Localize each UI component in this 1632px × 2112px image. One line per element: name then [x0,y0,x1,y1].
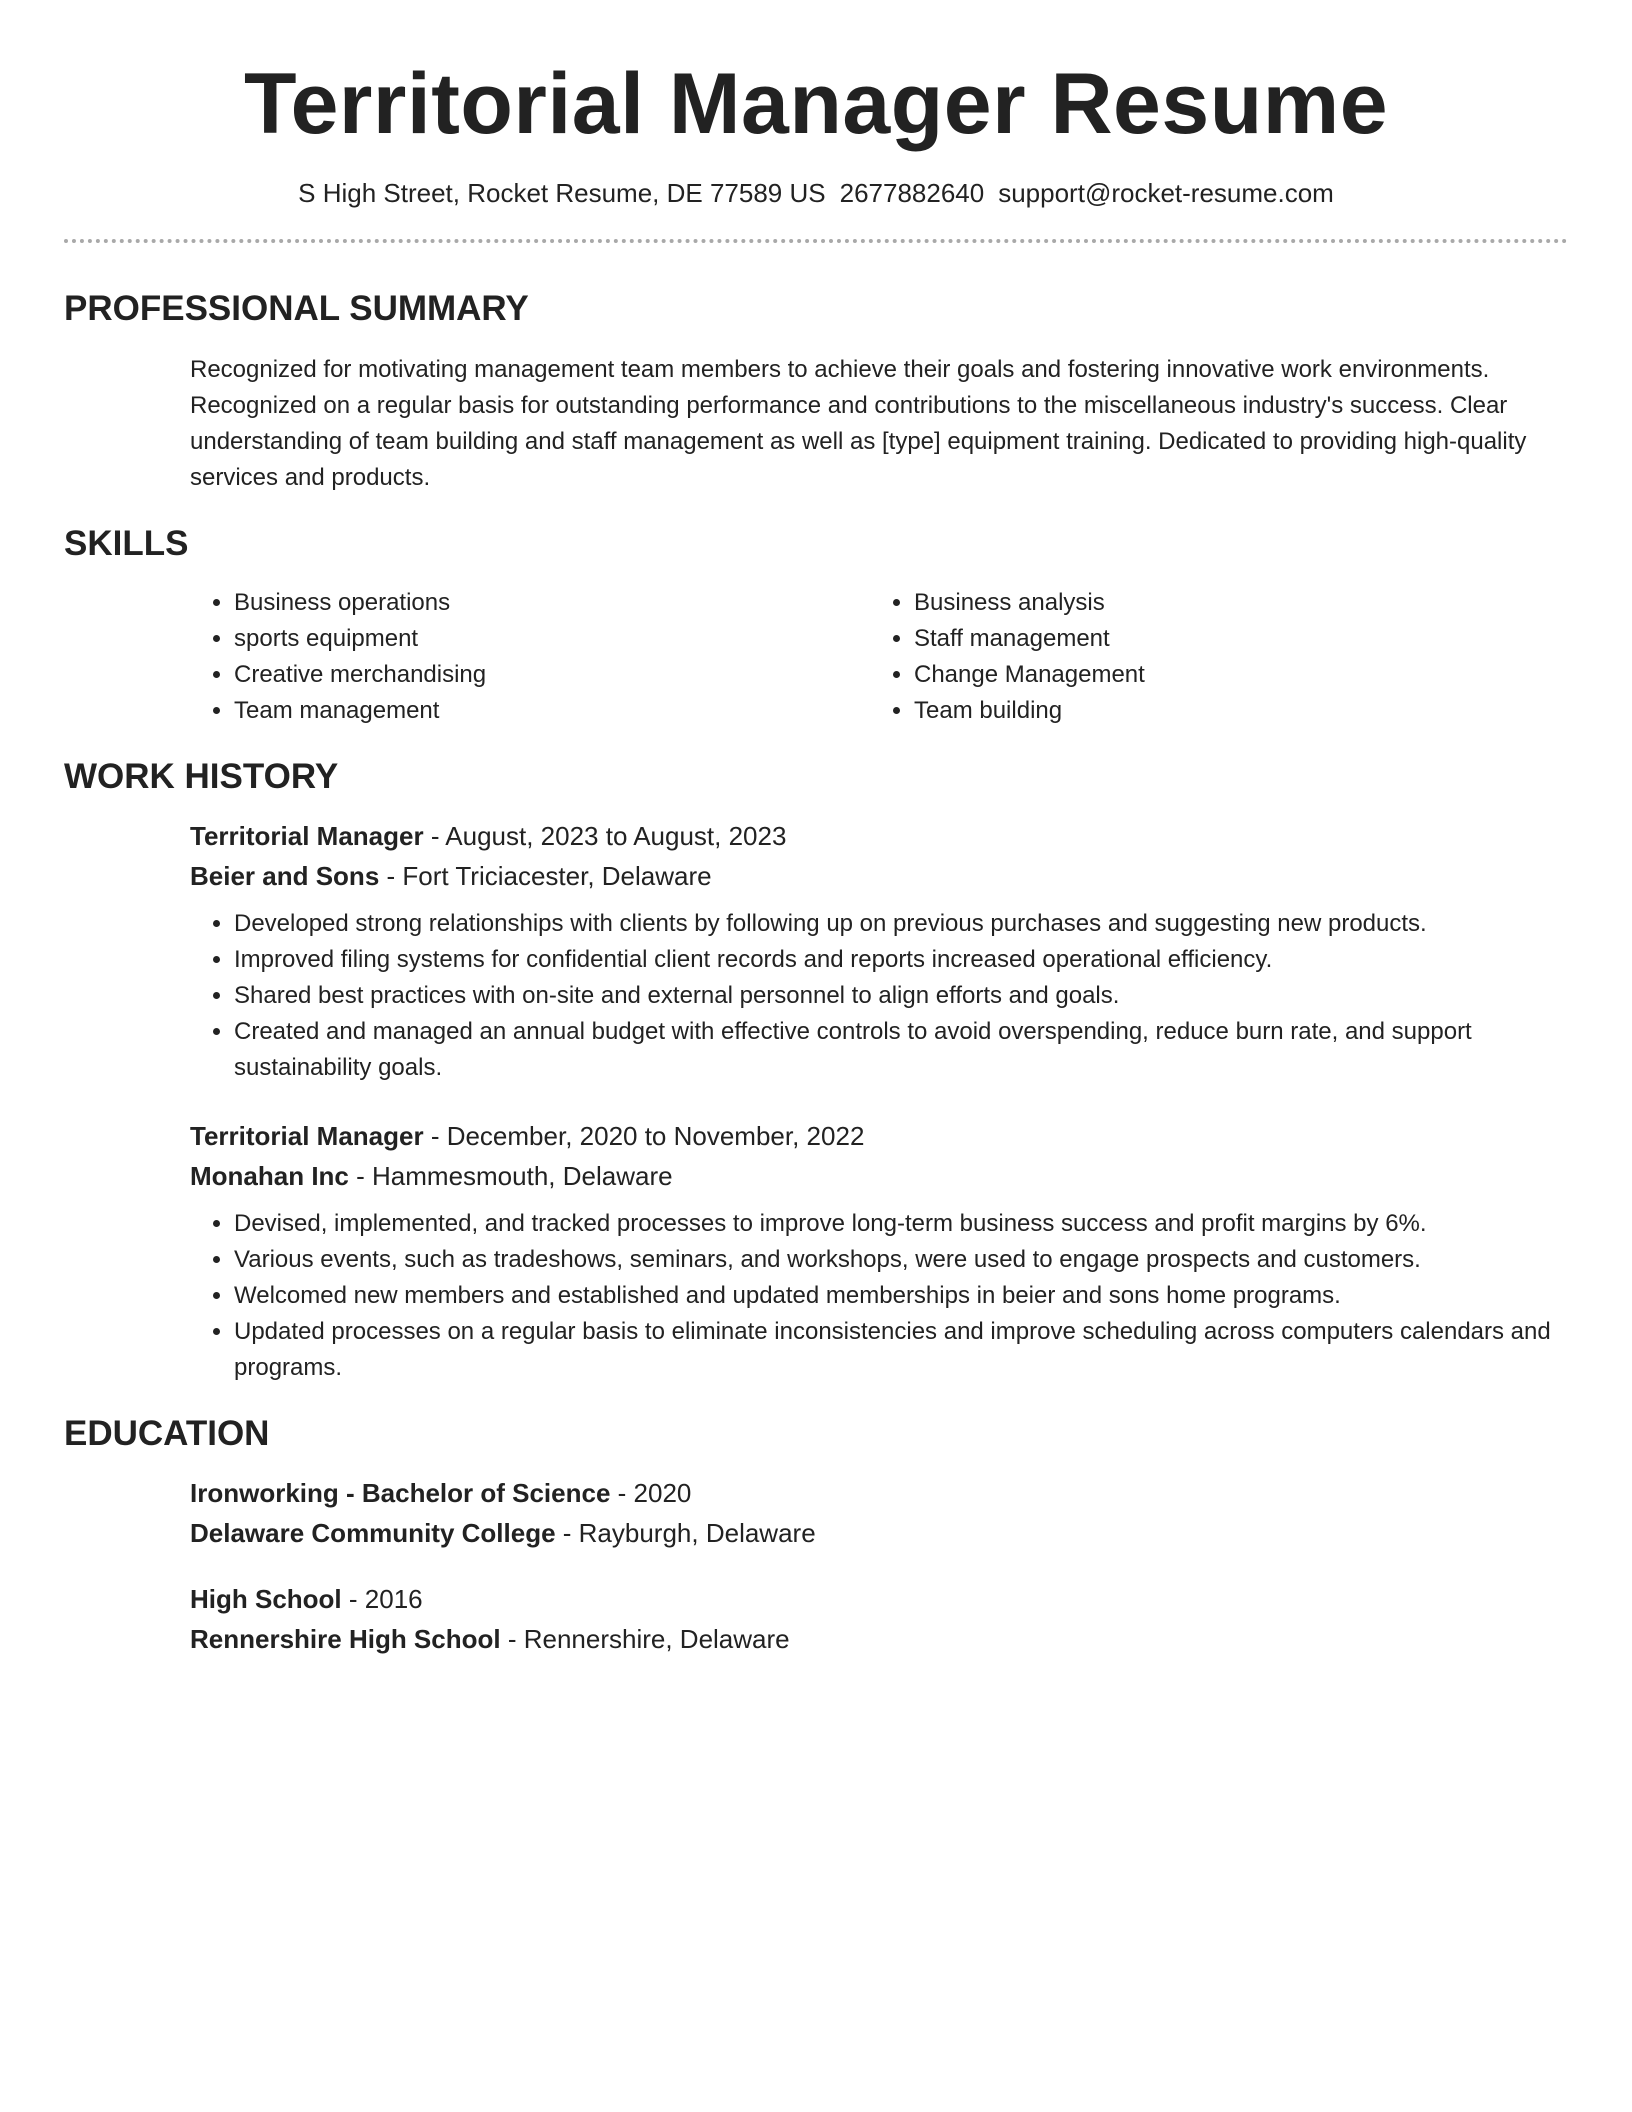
skill-item: • Business operations [234,585,870,621]
job-role: Territorial Manager [190,1121,424,1151]
education-school: Delaware Community College [190,1518,556,1548]
job-bullet: • Created and managed an annual budget with effective controls to avoid overspending, reduce burn rate, and support sustainability goals. [234,1014,1568,1086]
skill-item: • Staff management [914,621,1550,657]
contact-email: support@rocket-resume.com [998,178,1334,208]
job-dates: - August, 2023 to August, 2023 [423,821,787,851]
summary-heading: PROFESSIONAL SUMMARY [64,289,529,328]
job-bullet: • Welcomed new members and established and updated memberships in beier and sons home programs. [234,1278,1568,1314]
education-year: - 2020 [610,1478,692,1508]
job-bullet-list [190,1206,1568,1386]
header-divider [64,239,1568,243]
job-company: Monahan Inc [190,1161,349,1191]
job-entry [190,1118,1568,1386]
skill-item: • Team management [234,693,870,729]
skill-item: • Creative merchandising [234,657,870,693]
skills-column-right [870,585,1550,729]
education-school-line [190,1515,1568,1551]
job-bullet: • Updated processes on a regular basis to eliminate inconsistencies and improve scheduling across computers calendars and programs. [234,1314,1568,1386]
education-school-line [190,1621,1568,1657]
job-bullet: • Improved filing systems for confidential client records and reports increased operational efficiency. [234,942,1568,978]
job-bullet: • Devised, implemented, and tracked processes to improve long-term business success and profit margins by 6%. [234,1206,1568,1242]
job-company: Beier and Sons [190,861,380,891]
job-dates: - December, 2020 to November, 2022 [423,1121,865,1151]
education-degree-line [190,1475,1568,1511]
education-entry [190,1581,1568,1657]
job-location: - Hammesmouth, Delaware [348,1161,673,1191]
education-location: - Rayburgh, Delaware [555,1518,816,1548]
skills-column-left [190,585,870,729]
skill-item: • Change Management [914,657,1550,693]
skills-heading: SKILLS [64,524,189,563]
resume-page [64,0,1568,1657]
contact-address: S High Street, Rocket Resume, DE 77589 US [298,178,826,208]
job-role: Territorial Manager [190,821,424,851]
contact-line [64,176,1568,210]
job-bullet: • Developed strong relationships with clients by following up on previous purchases and suggesting new products. [234,906,1568,942]
education-location: - Rennershire, Delaware [500,1624,790,1654]
skill-item: • Business analysis [914,585,1550,621]
skills-list [190,585,1568,729]
job-entry [190,818,1568,1086]
job-title-line [190,818,1568,854]
education-year: - 2016 [341,1584,423,1614]
job-bullet: • Various events, such as tradeshows, seminars, and workshops, were used to engage prospects and customers. [234,1242,1568,1278]
education-heading: EDUCATION [64,1414,270,1453]
education-entry [190,1475,1568,1551]
skill-item: • Team building [914,693,1550,729]
work-heading: WORK HISTORY [64,757,339,796]
skill-item: • sports equipment [234,621,870,657]
contact-phone: 2677882640 [839,178,985,208]
resume-title: Territorial Manager Resume [243,56,1389,152]
job-company-line [190,1158,1568,1194]
education-school: Rennershire High School [190,1624,501,1654]
job-title-line [190,1118,1568,1154]
job-company-line [190,858,1568,894]
education-degree: High School [190,1584,342,1614]
education-degree-line [190,1581,1568,1617]
job-bullet: • Shared best practices with on-site and external personnel to align efforts and goals. [234,978,1568,1014]
summary-text: Recognized for motivating management team members to achieve their goals and fostering innovative work environments. Recognized on a regular basis for outstanding performance and contributions to the miscellaneous industry's success. Clear understanding of team building and staff management as well as [type] equipment training. Dedicated to providing high-quality services and products. [190,356,1527,491]
education-degree: Ironworking - Bachelor of Science [190,1478,611,1508]
job-location: - Fort Triciacester, Delaware [379,861,712,891]
job-bullet-list [190,906,1568,1086]
